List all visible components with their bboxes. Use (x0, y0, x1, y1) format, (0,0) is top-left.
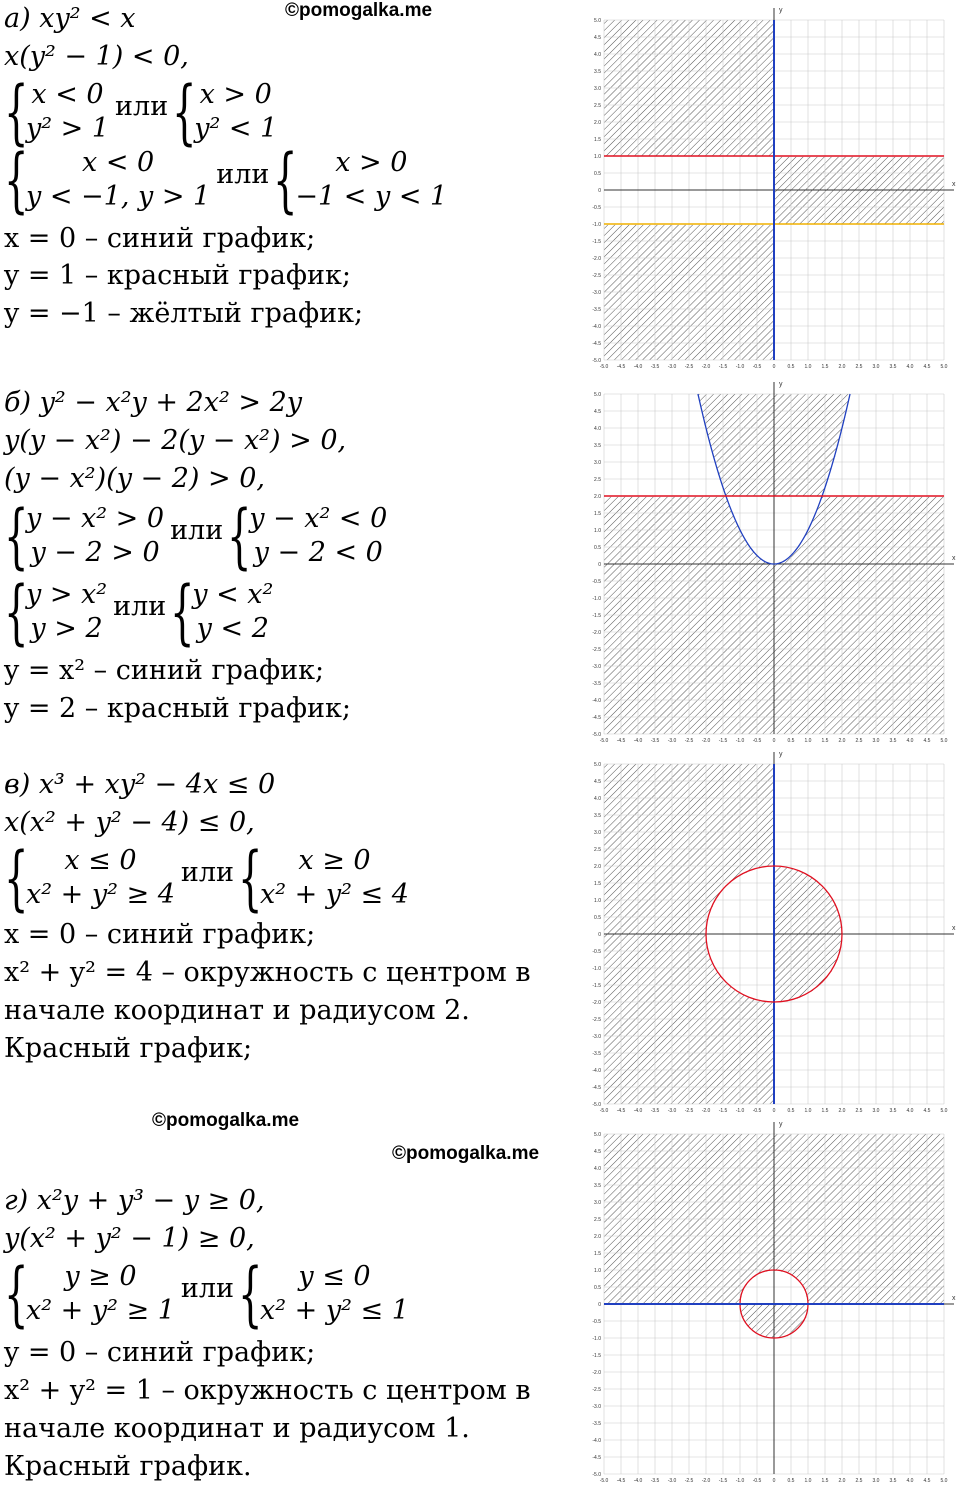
tick-label-x: -3.5 (650, 364, 660, 370)
tick-label-x: 0.5 (787, 738, 795, 744)
b-line-1: б) y² − x²y + 2x² > 2y (4, 387, 303, 418)
tick-label-x: 0 (772, 1108, 776, 1114)
tick-label-y: 1.0 (594, 898, 601, 904)
axis-x-label: x (952, 1295, 956, 1302)
b-s2-r0: y < x² (192, 579, 274, 610)
tick-label-y: -4.5 (592, 1455, 601, 1461)
d-s1-l0: y ≥ 0 (64, 1261, 137, 1292)
tick-label-y: -2.5 (592, 273, 601, 279)
tick-label-y: 2.0 (594, 120, 601, 126)
tick-label-x: -2.5 (684, 1108, 694, 1114)
tick-label-x: -5.0 (599, 1108, 609, 1114)
tick-label-y: -1.5 (592, 239, 601, 245)
tick-label-x: -3.5 (650, 738, 660, 744)
tick-label-y: 0.5 (594, 915, 601, 921)
tick-label-x: 5.0 (940, 1108, 948, 1114)
tick-label-x: 3.0 (872, 1108, 880, 1114)
tick-label-y: -2.5 (592, 647, 601, 653)
b-line-3: (y − x²)(y − 2) > 0, (4, 463, 265, 494)
a-line-1: а) xy² < x (4, 3, 136, 34)
d-s1-l1: x² + y² ≥ 1 (26, 1295, 175, 1326)
tick-label-x: -3.0 (667, 364, 677, 370)
d-line-1: г) x²y + y³ − y ≥ 0, (4, 1185, 265, 1216)
axis-y-label: y (779, 7, 783, 14)
tick-label-y: -1.0 (592, 966, 601, 972)
tick-label-x: -4.0 (633, 1478, 643, 1484)
b-s2-r1: y < 2 (196, 613, 269, 644)
tick-label-x: 4.0 (906, 738, 914, 744)
tick-label-y: 2.0 (594, 1234, 601, 1240)
tick-label-y: 3.5 (594, 813, 601, 819)
axis-y-label: y (779, 751, 783, 758)
a-s1-r0: x > 0 (199, 79, 272, 110)
tick-label-x: 3.5 (889, 738, 897, 744)
a-s2-or: или (216, 158, 270, 190)
b-s1-l1: y − 2 > 0 (30, 537, 160, 568)
graph-c (588, 748, 958, 1114)
tick-label-x: 2.0 (838, 1108, 846, 1114)
tick-label-y: -4.0 (592, 698, 601, 704)
axis-y-label: y (779, 381, 783, 388)
tick-label-y: -2.5 (592, 1387, 601, 1393)
tick-label-y: 1.5 (594, 1251, 601, 1257)
d-note-4: Красный график. (4, 1451, 252, 1482)
tick-label-x: -3.5 (650, 1108, 660, 1114)
a-system-2: { x < 0 y < −1, y > 1 или { x > 0 −1 < y < 1 (4, 139, 448, 221)
tick-label-y: -4.5 (592, 341, 601, 347)
tick-label-y: -3.5 (592, 307, 601, 313)
d-note-1: y = 0 – синий график; (4, 1337, 316, 1368)
c-s1-l1: x² + y² ≥ 4 (26, 879, 175, 910)
d-line-2: y(x² + y² − 1) ≥ 0, (4, 1223, 255, 1254)
tick-label-y: -3.5 (592, 1051, 601, 1057)
tick-label-x: 3.0 (872, 1478, 880, 1484)
tick-label-x: -0.5 (752, 1108, 762, 1114)
tick-label-y: 4.0 (594, 1166, 601, 1172)
tick-label-x: -2.0 (701, 364, 711, 370)
tick-label-y: 1.5 (594, 881, 601, 887)
tick-label-x: 1.0 (804, 738, 812, 744)
tick-label-y: -2.0 (592, 1370, 601, 1376)
tick-label-x: -4.5 (616, 1478, 626, 1484)
tick-label-x: 2.0 (838, 1478, 846, 1484)
tick-label-y: -3.0 (592, 290, 601, 296)
d-s1-r1: x² + y² ≤ 1 (260, 1295, 409, 1326)
tick-label-x: 1.0 (804, 1478, 812, 1484)
tick-label-x: 1.5 (821, 1108, 829, 1114)
tick-label-y: -4.0 (592, 324, 601, 330)
tick-label-y: -3.5 (592, 681, 601, 687)
tick-label-x: 4.5 (923, 738, 931, 744)
a-system-1: { x < 0 y² > 1 или { x > 0 y² < 1 (4, 71, 278, 153)
tick-label-y: 0 (598, 1302, 601, 1308)
tick-label-x: 0.5 (787, 1478, 795, 1484)
c-line-2: x(x² + y² − 4) ≤ 0, (4, 807, 255, 838)
tick-label-x: 2.0 (838, 738, 846, 744)
tick-label-y: 0 (598, 562, 601, 568)
c-note-4: Красный график; (4, 1033, 253, 1064)
b-note-2: y = 2 – красный график; (4, 693, 351, 724)
tick-label-x: 3.5 (889, 364, 897, 370)
tick-label-x: -4.5 (616, 364, 626, 370)
c-note-3: начале координат и радиусом 2. (4, 995, 470, 1026)
tick-label-y: 1.0 (594, 154, 601, 160)
tick-label-x: -0.5 (752, 738, 762, 744)
a-note-2: y = 1 – красный график; (4, 260, 351, 291)
tick-label-x: 5.0 (940, 364, 948, 370)
a-note-3: y = −1 – жёлтый график; (4, 298, 364, 329)
tick-label-y: -4.0 (592, 1438, 601, 1444)
b-s2-l0: y > x² (26, 579, 108, 610)
tick-label-y: -3.0 (592, 1404, 601, 1410)
tick-label-x: 1.0 (804, 364, 812, 370)
tick-label-x: -2.0 (701, 1478, 711, 1484)
tick-label-x: 1.5 (821, 364, 829, 370)
tick-label-y: 5.0 (594, 762, 601, 768)
tick-label-y: 4.0 (594, 796, 601, 802)
tick-label-y: -4.5 (592, 1085, 601, 1091)
tick-label-x: 3.5 (889, 1108, 897, 1114)
tick-label-y: 2.5 (594, 477, 601, 483)
tick-label-y: 2.5 (594, 1217, 601, 1223)
tick-label-y: 2.5 (594, 847, 601, 853)
tick-label-y: -2.0 (592, 1000, 601, 1006)
b-system-1: { y − x² > 0 y − 2 > 0 или { y − x² < 0 y − 2 < 0 (4, 495, 388, 577)
b-s2-or: или (113, 590, 167, 622)
tick-label-x: -4.0 (633, 364, 643, 370)
tick-label-x: 1.5 (821, 738, 829, 744)
d-note-2: x² + y² = 1 – окружность с центром в (4, 1375, 531, 1406)
tick-label-y: -1.5 (592, 613, 601, 619)
c-s1-r0: x ≥ 0 (298, 845, 371, 876)
tick-label-y: -5.0 (592, 358, 601, 364)
tick-label-x: 2.0 (838, 364, 846, 370)
tick-label-y: -3.0 (592, 1034, 601, 1040)
tick-label-x: 1.0 (804, 1108, 812, 1114)
c-s1-r1: x² + y² ≤ 4 (260, 879, 409, 910)
tick-label-x: 0 (772, 1478, 776, 1484)
tick-label-x: 4.5 (923, 364, 931, 370)
a-s2-l1: y < −1, y > 1 (26, 181, 211, 212)
tick-label-y: 3.0 (594, 86, 601, 92)
a-s1-l0: x < 0 (31, 79, 104, 110)
tick-label-y: 2.0 (594, 494, 601, 500)
c-s1-or: или (180, 856, 235, 888)
b-line-2: y(y − x²) − 2(y − x²) > 0, (4, 425, 347, 456)
tick-label-y: 5.0 (594, 1132, 601, 1138)
c-note-2: x² + y² = 4 – окружность с центром в (4, 957, 531, 988)
tick-label-y: 2.0 (594, 864, 601, 870)
a-s2-l0: x < 0 (82, 147, 155, 178)
tick-label-y: 3.0 (594, 830, 601, 836)
c-system-1: { x ≤ 0 x² + y² ≥ 4 или { x ≥ 0 x² + y² ≤ 4 (4, 837, 409, 919)
watermark-top: ©pomogalka.me (285, 0, 433, 21)
tick-label-x: 4.0 (906, 1478, 914, 1484)
a-s2-r1: −1 < y < 1 (295, 181, 448, 212)
a-line-2: x(y² − 1) < 0, (4, 41, 189, 72)
tick-label-x: -2.0 (701, 1108, 711, 1114)
axis-x-label: x (952, 555, 956, 562)
tick-label-y: 2.5 (594, 103, 601, 109)
tick-label-x: 4.5 (923, 1478, 931, 1484)
tick-label-x: -5.0 (599, 1478, 609, 1484)
tick-label-y: -1.5 (592, 983, 601, 989)
tick-label-y: -2.0 (592, 630, 601, 636)
tick-label-x: -4.0 (633, 1108, 643, 1114)
tick-label-x: -5.0 (599, 364, 609, 370)
tick-label-y: 0 (598, 188, 601, 194)
tick-label-y: -5.0 (592, 1102, 601, 1108)
tick-label-y: 1.0 (594, 528, 601, 534)
tick-label-y: 3.5 (594, 443, 601, 449)
b-s1-r0: y − x² < 0 (249, 503, 388, 534)
tick-label-y: -0.5 (592, 1319, 601, 1325)
tick-label-x: -4.0 (633, 738, 643, 744)
watermark-mid: ©pomogalka.me (152, 1110, 300, 1131)
graph-a (588, 4, 958, 370)
tick-label-x: -0.5 (752, 1478, 762, 1484)
tick-label-x: 2.5 (855, 1478, 863, 1484)
tick-label-x: -3.0 (667, 1108, 677, 1114)
tick-label-y: 3.0 (594, 1200, 601, 1206)
d-system-1: { y ≥ 0 x² + y² ≥ 1 или { y ≤ 0 x² + y² ≤ 1 (4, 1253, 409, 1335)
tick-label-x: -4.5 (616, 1108, 626, 1114)
tick-label-x: -3.0 (667, 1478, 677, 1484)
tick-label-y: 1.5 (594, 137, 601, 143)
tick-label-x: -1.5 (718, 1478, 728, 1484)
graph-b (588, 378, 958, 744)
tick-label-y: 0.5 (594, 171, 601, 177)
tick-label-x: -2.0 (701, 738, 711, 744)
tick-label-y: -3.0 (592, 664, 601, 670)
axis-y-label: y (779, 1121, 783, 1128)
tick-label-y: 4.5 (594, 779, 601, 785)
tick-label-x: -5.0 (599, 738, 609, 744)
tick-label-x: -4.5 (616, 738, 626, 744)
tick-label-y: -3.5 (592, 1421, 601, 1427)
watermark-mid-right: ©pomogalka.me (392, 1143, 540, 1164)
d-s1-r0: y ≤ 0 (298, 1261, 371, 1292)
axis-x-label: x (952, 925, 956, 932)
tick-label-y: 4.5 (594, 35, 601, 41)
tick-label-y: 3.5 (594, 1183, 601, 1189)
tick-label-x: -1.0 (735, 1108, 745, 1114)
tick-label-x: 3.5 (889, 1478, 897, 1484)
tick-label-y: -0.5 (592, 205, 601, 211)
a-s1-r1: y² < 1 (194, 113, 278, 144)
tick-label-y: 4.5 (594, 1149, 601, 1155)
tick-label-y: -1.0 (592, 1336, 601, 1342)
a-s2-r0: x > 0 (335, 147, 408, 178)
tick-label-x: 2.5 (855, 1108, 863, 1114)
a-s1-or: или (115, 90, 169, 122)
tick-label-y: -1.5 (592, 1353, 601, 1359)
b-s2-l1: y > 2 (30, 613, 103, 644)
tick-label-y: -0.5 (592, 579, 601, 585)
tick-label-x: 5.0 (940, 1478, 948, 1484)
tick-label-x: -1.5 (718, 738, 728, 744)
tick-label-y: 1.0 (594, 1268, 601, 1274)
tick-label-y: 4.0 (594, 426, 601, 432)
graph-d (588, 1118, 958, 1484)
b-s1-r1: y − 2 < 0 (253, 537, 383, 568)
tick-label-x: -2.5 (684, 364, 694, 370)
tick-label-y: 0 (598, 932, 601, 938)
tick-label-x: 0 (772, 738, 776, 744)
tick-label-x: -2.5 (684, 1478, 694, 1484)
tick-label-x: -2.5 (684, 738, 694, 744)
tick-label-x: -1.0 (735, 738, 745, 744)
tick-label-y: -4.5 (592, 715, 601, 721)
axis-x-label: x (952, 181, 956, 188)
tick-label-y: -4.0 (592, 1068, 601, 1074)
tick-label-y: 4.0 (594, 52, 601, 58)
tick-label-y: 5.0 (594, 18, 601, 24)
tick-label-y: -0.5 (592, 949, 601, 955)
tick-label-x: 1.5 (821, 1478, 829, 1484)
tick-label-x: 3.0 (872, 738, 880, 744)
tick-label-y: 4.5 (594, 409, 601, 415)
tick-label-x: 2.5 (855, 364, 863, 370)
tick-label-y: -5.0 (592, 1472, 601, 1478)
b-s1-or: или (170, 514, 224, 546)
b-note-1: y = x² – синий график; (4, 655, 325, 686)
tick-label-x: 4.0 (906, 1108, 914, 1114)
tick-label-y: 0.5 (594, 545, 601, 551)
a-note-1: x = 0 – синий график; (4, 223, 316, 254)
tick-label-y: 3.5 (594, 69, 601, 75)
tick-label-x: -1.0 (735, 1478, 745, 1484)
tick-label-x: -1.5 (718, 364, 728, 370)
tick-label-x: 5.0 (940, 738, 948, 744)
a-s1-l1: y² > 1 (26, 113, 110, 144)
d-note-3: начале координат и радиусом 1. (4, 1413, 470, 1444)
b-s1-l0: y − x² > 0 (26, 503, 165, 534)
b-system-2: { y > x² y > 2 или { y < x² y < 2 (4, 571, 274, 653)
d-s1-or: или (180, 1272, 235, 1304)
tick-label-y: -1.0 (592, 596, 601, 602)
c-line-1: в) x³ + xy² − 4x ≤ 0 (4, 769, 276, 800)
tick-label-x: -0.5 (752, 364, 762, 370)
tick-label-y: 1.5 (594, 511, 601, 517)
tick-label-y: -2.0 (592, 256, 601, 262)
tick-label-y: 5.0 (594, 392, 601, 398)
c-note-1: x = 0 – синий график; (4, 919, 316, 950)
tick-label-y: -5.0 (592, 732, 601, 738)
c-s1-l0: x ≤ 0 (64, 845, 137, 876)
tick-label-y: -2.5 (592, 1017, 601, 1023)
tick-label-x: -1.0 (735, 364, 745, 370)
tick-label-x: 0.5 (787, 1108, 795, 1114)
tick-label-x: 0.5 (787, 364, 795, 370)
tick-label-x: 2.5 (855, 738, 863, 744)
tick-label-x: 4.0 (906, 364, 914, 370)
tick-label-x: 4.5 (923, 1108, 931, 1114)
tick-label-x: -3.5 (650, 1478, 660, 1484)
tick-label-x: 0 (772, 364, 776, 370)
tick-label-y: -1.0 (592, 222, 601, 228)
tick-label-y: 3.0 (594, 460, 601, 466)
tick-label-y: 0.5 (594, 1285, 601, 1291)
tick-label-x: 3.0 (872, 364, 880, 370)
tick-label-x: -3.0 (667, 738, 677, 744)
tick-label-x: -1.5 (718, 1108, 728, 1114)
